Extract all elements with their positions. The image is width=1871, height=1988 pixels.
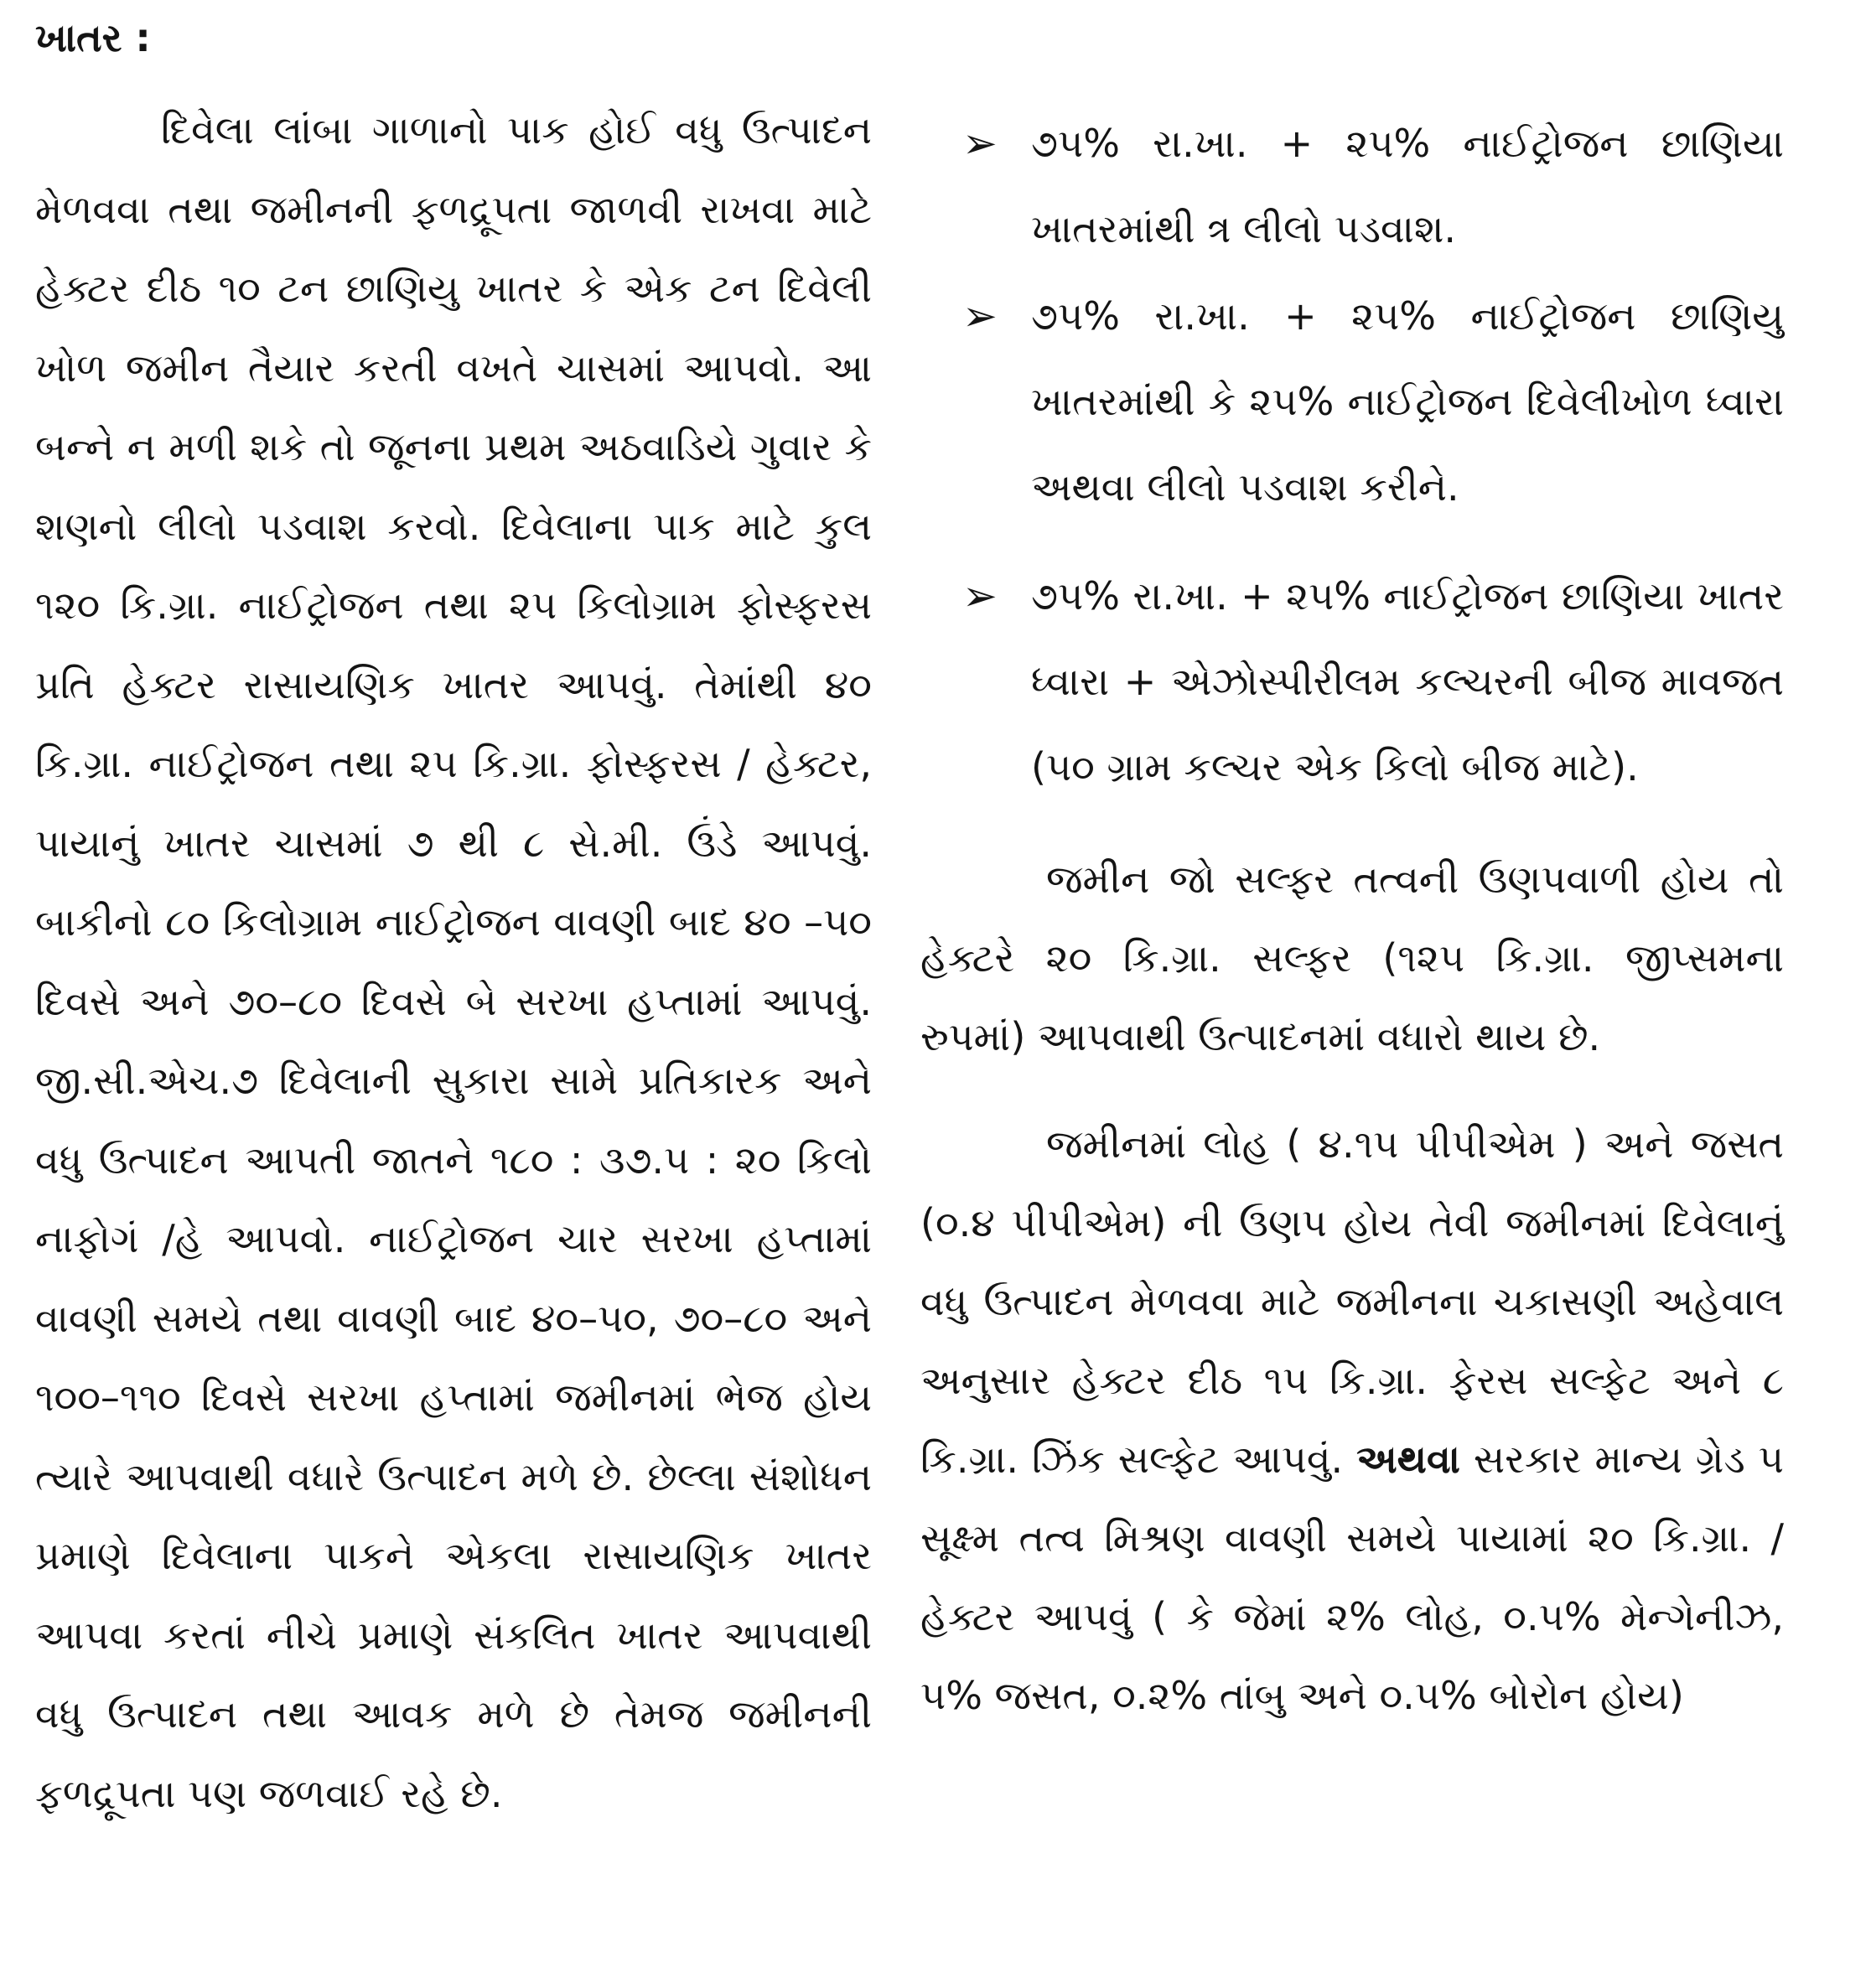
micronutrient-text-part2: સરકાર માન્ય ગ્રેડ ૫ સૂક્ષ્મ તત્વ મિશ્રણ વાવણી સમયે પાયામાં ૨૦ કિ.ગ્રા. / હેક્ટર આપવું ( કે જેમાં ૨% લોહ, ૦.૫% મેન્ગેનીઝ, ૫% જસત, ૦.૨% તાંબુ અને ૦.૫% બોરોન હોય) xyxy=(920,1437,1784,1718)
list-item-text: ૭૫% રા.ખા. + ૨૫% નાઈટ્રોજન છાણિયુ ખાતરમાંથી કે ૨૫% નાઈટ્રોજન દિવેલીખોળ ધ્વારા અથવા લીલો પડવાશ કરીને. xyxy=(1031,293,1784,510)
list-item-text: ૭૫% રા.ખા. + ૨૫% નાઈટ્રોજન છાણિયા ખાતરમાંથી ત્ર લીલો પડવાશ. xyxy=(1031,121,1784,251)
left-column xyxy=(35,91,872,1833)
athva-bold-word: અથવા xyxy=(1356,1437,1460,1482)
list-item-text: ૭૫% રા.ખા. + ૨૫% નાઈટ્રોજન છાણિયા ખાતર ધ્વારા + એઝોસ્પીરીલમ કલ્ચરની બીજ માવજત (૫૦ ગ્રામ કલ્ચર એક કિલો બીજ માટે). xyxy=(1031,573,1784,790)
arrow-bullet-icon: ➢ xyxy=(962,119,998,168)
right-column xyxy=(920,101,1784,1735)
list-item xyxy=(920,553,1784,810)
integrated-fertilizer-list xyxy=(920,101,1784,810)
sulphur-paragraph: જમીન જો સલ્ફર તત્વની ઉણપવાળી હોય તો હેક્ટરે ૨૦ કિ.ગ્રા. સલ્ફર (૧૨૫ કિ.ગ્રા. જીપ્સમના રુપમાં) આપવાથી ઉત્પાદનમાં વધારો થાય છે. xyxy=(920,857,1784,1059)
section-heading: ખાતર : xyxy=(35,15,151,60)
list-item xyxy=(920,101,1784,272)
fertilizer-paragraph: દિવેલા લાંબા ગાળાનો પાક હોઈ વધુ ઉત્પાદન મેળવવા તથા જમીનની ફળદ્રૂપતા જાળવી રાખવા માટે હેક્ટર દીઠ ૧૦ ટન છાણિયુ ખાતર કે એક ટન દિવેલી ખોળ જમીન તૈયાર કરતી વખતે ચાસમાં આપવો. આ બન્ને ન મળી શકે તો જૂનના પ્રથમ અઠવાડિયે ગુવાર કે શણનો લીલો પડવાશ કરવો. દિવેલાના પાક માટે કુલ ૧૨૦ કિ.ગ્રા. નાઈટ્રોજન તથા ૨૫ કિલોગ્રામ ફોસ્ફરસ પ્રતિ હેક્ટર રાસાયણિક ખાતર આપવું. તેમાંથી ૪૦ કિ.ગ્રા. નાઈટ્રોજન તથા ૨૫ કિ.ગ્રા. ફોસ્ફરસ / હેક્ટર, પાયાનું ખાતર ચાસમાં ૭ થી ૮ સે.મી. ઉંડે આપવું. બાકીનો ૮૦ કિલોગ્રામ નાઈટ્રોજન વાવણી બાદ ૪૦ –૫૦ દિવસે અને ૭૦–૮૦ દિવસે બે સરખા હપ્તામાં આપવું. જી.સી.એચ.૭ દિવેલાની સુકારા સામે પ્રતિકારક અને વધુ ઉત્પાદન આપતી જાતને ૧૮૦ : ૩૭.૫ : ૨૦ કિલો નાફોગં /હે આપવો. નાઈટ્રોજન ચાર સરખા હપ્તામાં વાવણી સમયે તથા વાવણી બાદ ૪૦–૫૦, ૭૦–૮૦ અને ૧૦૦–૧૧૦ દિવસે સરખા હપ્તામાં જમીનમાં ભેજ હોય ત્યારે આપવાથી વધારે ઉત્પાદન મળે છે. છેલ્લા સંશોધન પ્રમાણે દિવેલાના પાકને એકલા રાસાયણિક ખાતર આપવા કરતાં નીચે પ્રમાણે સંકલિત ખાતર આપવાથી વધુ ઉત્પાદન તથા આવક મળે છે તેમજ જમીનની ફળદ્રૂપતા પણ જળવાઈ રહે છે. xyxy=(35,107,872,1816)
arrow-bullet-icon: ➢ xyxy=(962,292,998,340)
list-item xyxy=(920,273,1784,530)
micronutrient-paragraph xyxy=(920,1105,1784,1735)
arrow-bullet-icon: ➢ xyxy=(962,572,998,620)
micronutrient-text-part1: જમીનમાં લોહ ( ૪.૧૫ પીપીએમ ) અને જસત (૦.૪ પીપીએમ) ની ઉણપ હોય તેવી જમીનમાં દિવેલાનું વધુ ઉત્પાદન મેળવવા માટે જમીનના ચકાસણી અહેવાલ અનુસાર હેક્ટર દીઠ ૧૫ કિ.ગ્રા. ફેરસ સલ્ફેટ અને ૮ કિ.ગ્રા. ઝિંક સલ્ફેટ આપવું. xyxy=(920,1121,1784,1482)
